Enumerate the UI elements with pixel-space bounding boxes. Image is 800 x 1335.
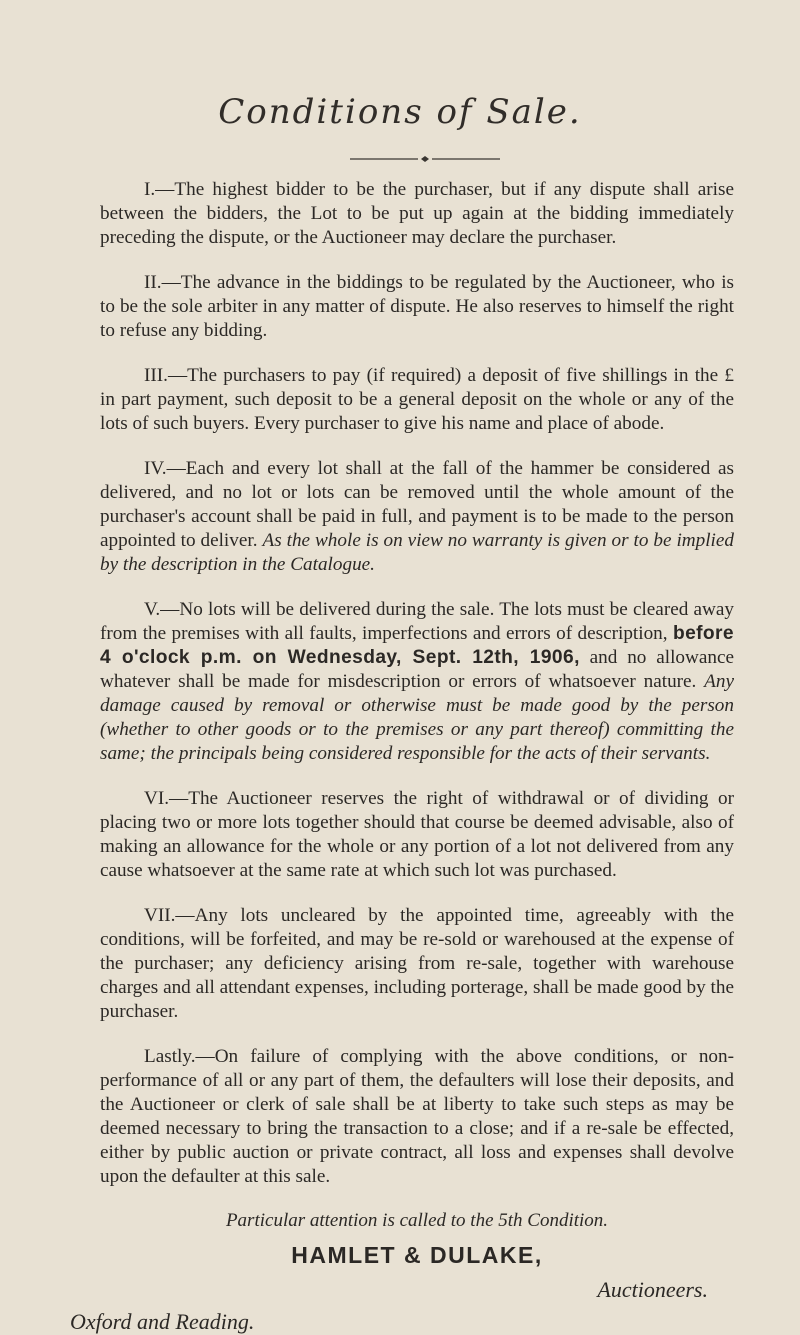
condition-5-text-2: and no allowance whatever shall be made for misdescription or errors of whatsoever nature. <box>100 647 734 692</box>
condition-4-text: IV.—Each and every lot shall at the fall of the hammer be considered as delivered, and no lot or lots can be removed until the whole amount of the purchaser's account shall be paid in full, and payment is to be made to the person appointed to deliver. <box>100 458 734 551</box>
condition-5 <box>100 598 734 766</box>
ornamental-rule <box>350 154 500 164</box>
condition-5-text: V.—No lots will be delivered during the sale. The lots must be cleared away from the premises with all faults, imperfections and errors of description, <box>100 599 734 644</box>
auctioneer-firm: HAMLET & DULAKE, <box>291 1242 543 1268</box>
condition-7: VII.—Any lots uncleared by the appointed time, agreeably with the conditions, will be forfeited, and may be re-sold or warehoused at the expense of the purchaser; any deficiency arising from re-sale, together with warehouse charges and all attendant expenses, including porterage, shall be made good by the purchaser. <box>100 905 734 1022</box>
firm-location: Oxford and Reading. <box>70 1309 255 1334</box>
auctioneer-role: Auctioneers. <box>597 1277 708 1302</box>
condition-3: III.—The purchasers to pay (if required) a deposit of five shillings in the £ in part payment, such deposit to be a general deposit on the whole or any of the lots of such buyers. Every purchaser to give his name and place of abode. <box>100 365 734 434</box>
condition-1: I.—The highest bidder to be the purchaser, but if any dispute shall arise between the bidders, the Lot to be put up again at the bidding immediately preceding the dispute, or the Auctioneer may declare the purchaser. <box>100 179 734 248</box>
condition-4-italic: As the whole is on view no warranty is given or to be implied by the description in the Catalogue. <box>100 530 735 575</box>
condition-2: II.—The advance in the biddings to be regulated by the Auctioneer, who is to be the sole arbiter in any matter of dispute. He also reserves to himself the right to refuse any bidding. <box>100 272 734 341</box>
condition-4 <box>100 457 734 577</box>
condition-5-italic: Any damage caused by removal or otherwise must be made good by the person (whether to other goods or to the premises or any part thereof) committing the same; the principals being considered responsible for the acts of their servants. <box>100 671 734 764</box>
condition-5-deadline: before 4 o'clock p.m. on Wednesday, Sept. 12th, 1906, <box>100 623 734 668</box>
attention-note: Particular attention is called to the 5th Condition. <box>225 1210 609 1231</box>
condition-6: VI.—The Auctioneer reserves the right of withdrawal or of dividing or placing two or more lots together should that course be deemed advisable, also of making an allowance for the whole or any portion of a lot not delivered from any cause whatsoever at the same rate at which such lot was purchased. <box>100 788 734 881</box>
conditions-list <box>70 178 735 1335</box>
condition-lastly: Lastly.—On failure of complying with the above conditions, or non-performance of all or any part of them, the defaulters will lose their deposits, and the Auctioneer or clerk of sale shall be at liberty to take such steps as may be deemed necessary to bring the transaction to a close; and if a re-sale be effected, either by public auction or private contract, all loss and expenses shall devolve upon the defaulter at this sale. <box>100 1046 734 1187</box>
page-title: Conditions of Sale. <box>218 92 582 132</box>
